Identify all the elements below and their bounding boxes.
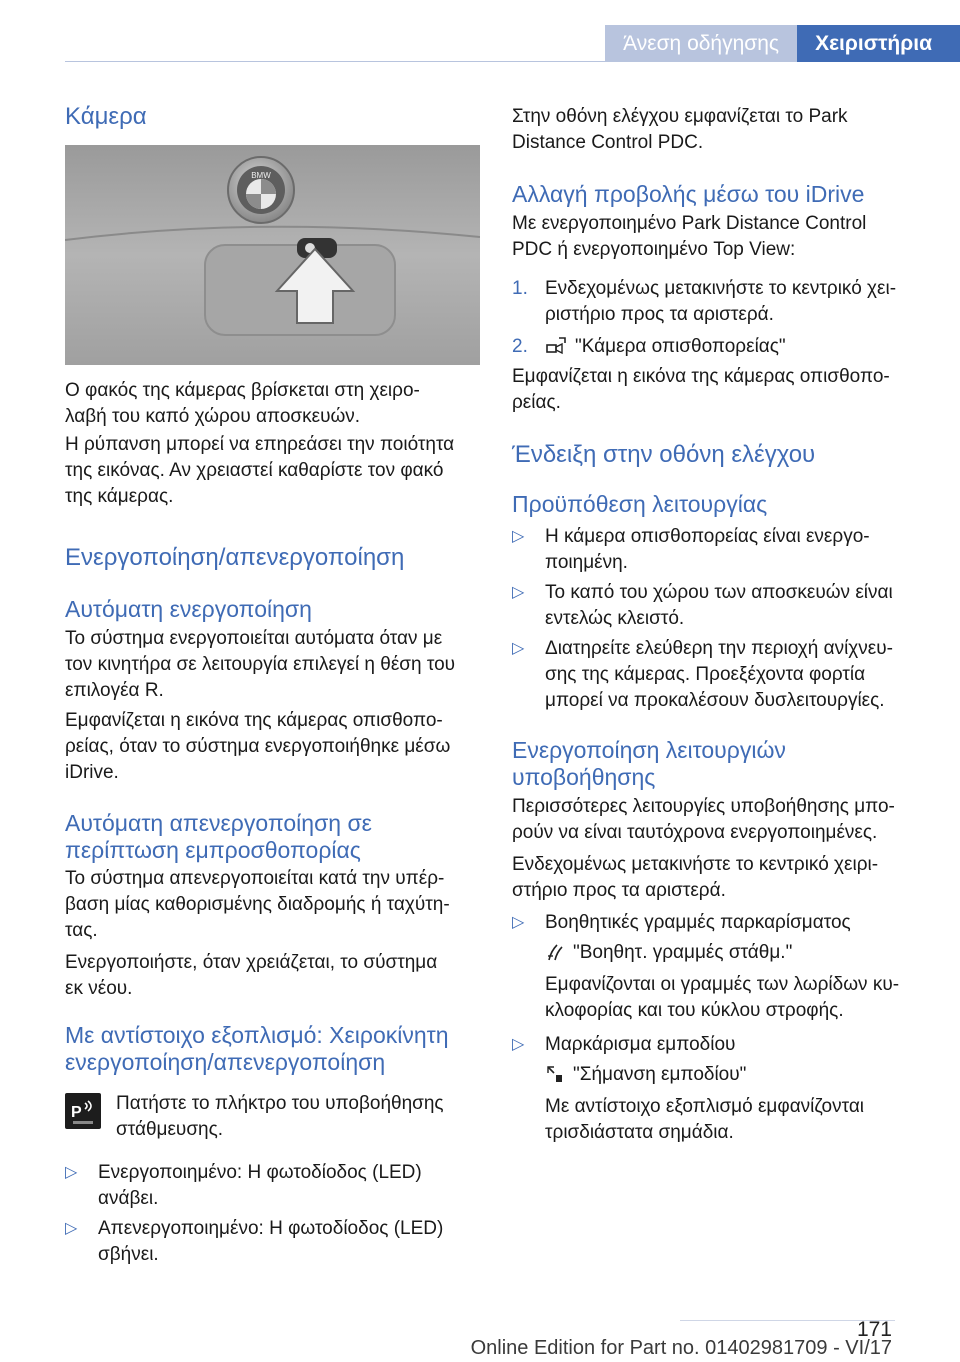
auto-on-text-2: Εμφανίζεται η εικόνα της κάμερας οπισθοπο- ρείας, όταν το σύστημα ενεργοποιήθηκε μέσω iDrive. xyxy=(65,710,451,783)
page-number: 171 xyxy=(856,1318,892,1341)
manual-heading: Με αντίστοιχο εξοπλισμό: Χειροκίνητη ενεργοποίηση/απενεργοποίηση xyxy=(65,1022,449,1075)
parking-lines-text: Εμφανίζονται οι γραμμές των λωρίδων κυ- κλοφορίας και του κύκλου στροφής. xyxy=(545,974,900,1021)
camera-title: Κάμερα xyxy=(65,103,147,130)
step-item: 2. "Κάμερα οπισθοπορείας" xyxy=(512,334,927,364)
auto-on-text-1: Το σύστημα ενεργοποιείται αυτόματα όταν με τον κινητήρα σε λειτουργία επιλεγεί η θέση του επιλογέα R. xyxy=(65,628,456,701)
camera-cleaning-text: Η ρύπανση μπορεί να επηρεάσει την ποιότητα της εικόνας. Αν χρειαστεί καθαρίστε τον φακό της κάμερας. xyxy=(65,434,455,507)
assist-text-1: Περισσότερες λειτουργίες υποβοήθησης μπο- ρούν να είναι ταυτόχρονα ενεργοποιημένες. xyxy=(512,796,895,843)
parking-lines-icon xyxy=(545,942,565,970)
bullet-icon: ▷ xyxy=(512,914,525,931)
auto-on-heading: Αυτόματη ενεργοποίηση xyxy=(65,596,312,622)
idrive-text: Με ενεργοποιημένο Park Distance Control PDC ή ενεργοποιημένο Top View: xyxy=(512,213,867,260)
parking-lines-menu: "Βοηθητ. γραμμές στάθμ." xyxy=(545,940,927,970)
park-assist-button-icon xyxy=(65,1093,101,1129)
camera-image-text: Εμφανίζεται η εικόνα της κάμερας οπισθοπο- ρείας. xyxy=(512,366,890,413)
manual-text: Πατήστε το πλήκτρο του υποβοήθησης στάθμευσης. xyxy=(116,1093,444,1140)
obstacle-marking-icon xyxy=(545,1064,565,1092)
edition-note: Online Edition for Part no. 01402981709 - VI/17 xyxy=(470,1337,892,1359)
list-item: ▷ Διατηρείτε ελεύθερη την περιοχή ανίχνευ- σης της κάμερας. Προεξέχοντα φορτία μπορεί να προκαλέσουν δυσλειτουργίες. xyxy=(512,636,927,714)
camera-lens-text: Ο φακός της κάμερας βρίσκεται στη χειρο- λαβή του καπό χώρου αποσκευών. xyxy=(65,380,420,427)
activation-heading: Ενεργοποίηση/απενεργοποίηση xyxy=(65,544,405,571)
svg-text:P: P xyxy=(71,1104,82,1121)
idrive-heading: Αλλαγή προβολής μέσω του iDrive xyxy=(512,181,865,207)
list-item: ▷ Το καπό του χώρου των αποσκευών είναι εντελώς κλειστό. xyxy=(512,580,927,632)
bullet-icon: ▷ xyxy=(65,1220,78,1237)
active-tab: Χειριστήρια xyxy=(797,25,960,62)
prereq-heading: Προϋπόθεση λειτουργίας xyxy=(512,491,768,517)
pdc-intro-text: Στην οθόνη ελέγχου εμφανίζεται το Park Distance Control PDC. xyxy=(512,106,848,153)
rear-camera-icon xyxy=(545,336,567,364)
obstacle-marking-text: Με αντίστοιχο εξοπλισμό εμφανίζονται τρισδιάστατα σημάδια. xyxy=(545,1096,865,1143)
list-item: ▷ Μαρκάρισμα εμποδίου xyxy=(512,1032,927,1058)
header-divider xyxy=(65,61,737,62)
bmw-logo-text: BMW xyxy=(251,171,271,180)
display-heading: Ένδειξη στην οθόνη ελέγχου xyxy=(512,441,816,468)
list-item: ▷ Ενεργοποιημένο: Η φωτοδίοδος (LED) ανάβει. xyxy=(65,1160,485,1212)
camera-photo xyxy=(65,145,480,365)
list-item: ▷ Απενεργοποιημένο: Η φωτοδίοδος (LED) σβήνει. xyxy=(65,1216,485,1268)
bullet-icon: ▷ xyxy=(512,528,525,545)
auto-off-text-2: Ενεργοποιήστε, όταν χρειάζεται, το σύστημα εκ νέου. xyxy=(65,952,438,999)
section-tab: Άνεση οδήγησης xyxy=(605,25,797,62)
auto-off-heading: Αυτόματη απενεργοποίηση σε περίπτωση εμπροσθοπορίας xyxy=(65,810,372,863)
bullet-icon: ▷ xyxy=(512,1036,525,1053)
bullet-icon: ▷ xyxy=(512,640,525,657)
step-item: 1. Ενδεχομένως μετακινήστε το κεντρικό χει- ριστήριο προς τα αριστερά. xyxy=(512,278,897,325)
bullet-icon: ▷ xyxy=(65,1164,78,1181)
assist-text-2: Ενδεχομένως μετακινήστε το κεντρικό χειρι- στήριο προς τα αριστερά. xyxy=(512,854,879,901)
list-item: ▷ Βοηθητικές γραμμές παρκαρίσματος xyxy=(512,910,927,936)
header-tabs xyxy=(605,25,960,62)
assist-heading: Ενεργοποίηση λειτουργιών υποβοήθησης xyxy=(512,737,786,790)
obstacle-marking-menu: "Σήμανση εμποδίου" xyxy=(545,1062,927,1092)
list-item: ▷ Η κάμερα οπισθοπορείας είναι ενεργο- ποιημένη. xyxy=(512,524,927,576)
auto-off-text-1: Το σύστημα απενεργοποιείται κατά την υπέρ- βαση μίας καθορισμένης διαδρομής ή ταχύτη- τας. xyxy=(65,868,450,941)
bullet-icon: ▷ xyxy=(512,584,525,601)
